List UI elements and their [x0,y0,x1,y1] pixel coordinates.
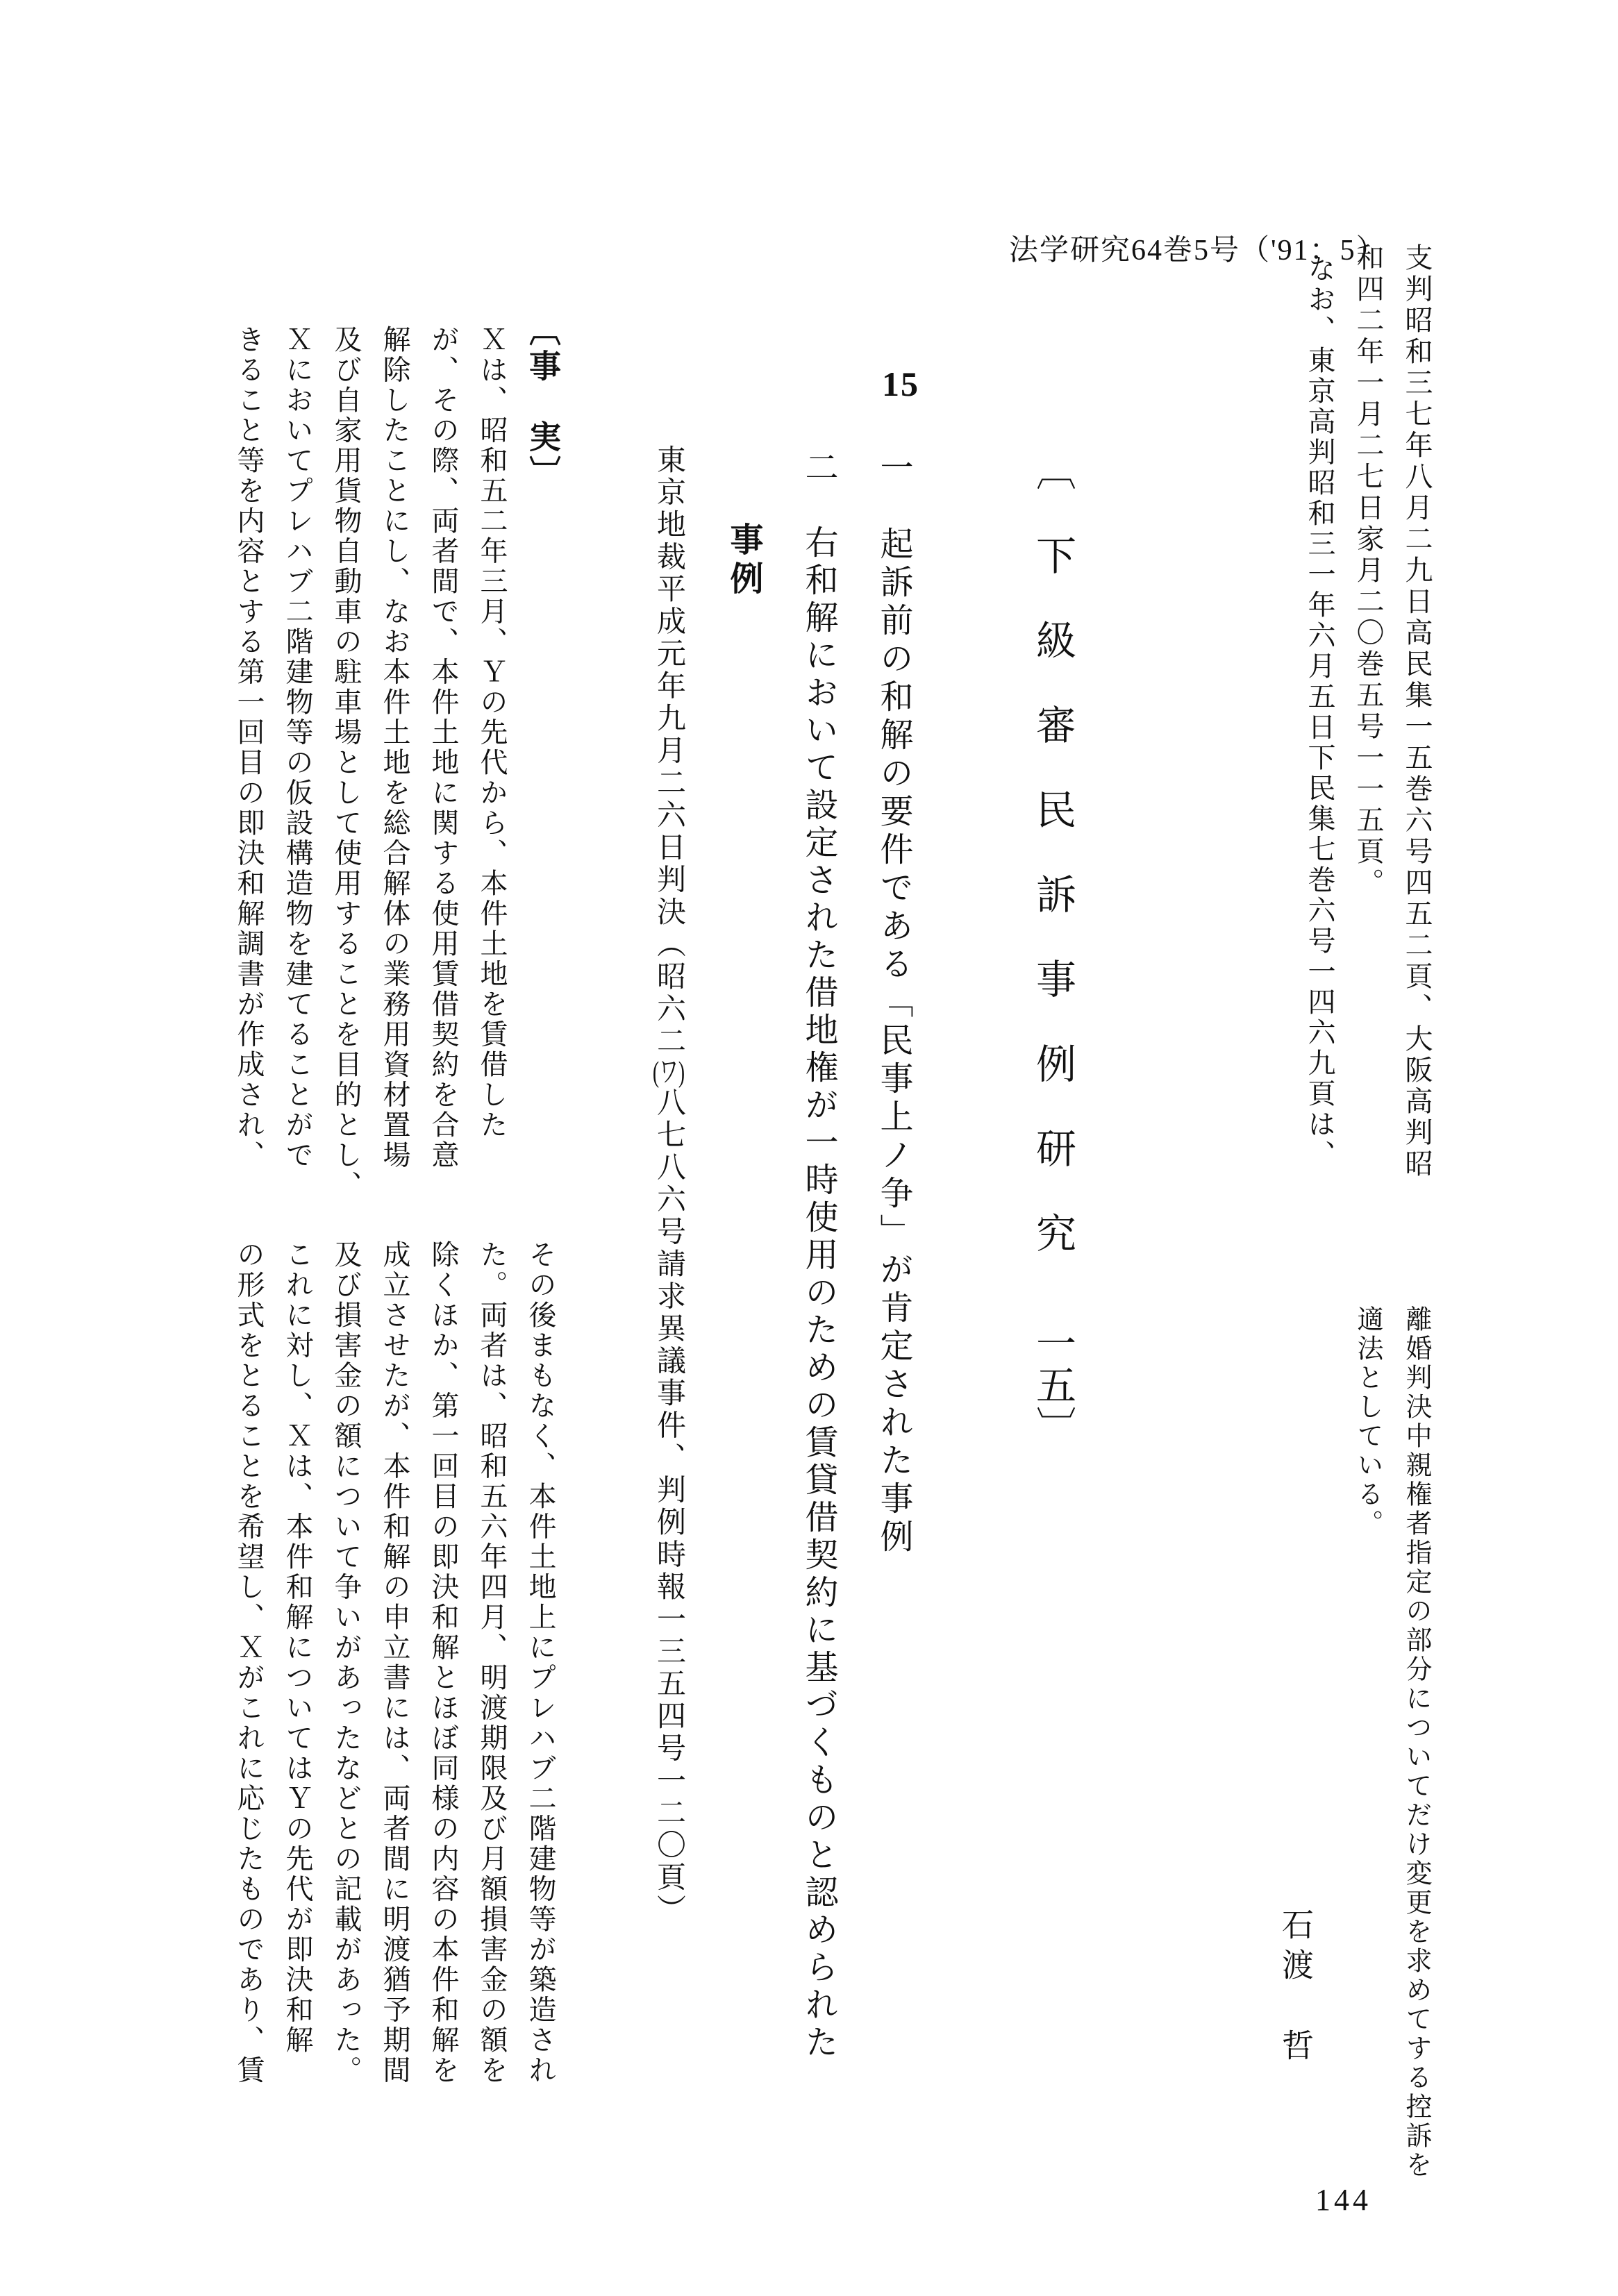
facts-text-column: 及び損害金の額について争いがあったなどとの記載があった。 [331,1240,362,2086]
facts-text-column: 及び自家用貨物自動車の駐車場として使用することを目的とし、 [331,325,362,1201]
facts-text-column: その後まもなく、本件土地上にプレハブ二階建物等が築造され [525,1240,556,2086]
headnote-item-two: 二 右和解において設定された借地権が一時使用のための賃貸借契約に基づくものと認められた [800,450,837,2062]
facts-text-column: きること等を内容とする第一回目の即決和解調書が作成され、 [233,325,265,1171]
facts-text-column: 除くほか、第一回目の即決和解とほぼ同様の内容の本件和解を [428,1240,459,2086]
prev-note-holding-column: 離婚判決中親権者指定の部分についてだけ変更を求めてする控訴を [1401,1305,1431,2180]
series-title-number: 一五〕 [1030,1323,1075,1448]
facts-section-header: 〔事 実〕 [525,314,560,491]
page-number: 144 [1315,2183,1371,2217]
facts-text-column: Ｘは、昭和五二年三月、Ｙの先代から、本件土地を賃借した [476,325,508,1141]
facts-text-column: Ｘにおいてプレハブ二階建物等の仮設構造物を建てることがで [282,325,313,1171]
facts-text-column: 成立させたが、本件和解の申立書には、両者間に明渡猶予期間 [379,1240,410,2086]
prev-note-citation-column: 和四二年一月二七日家月二〇巻五号一一五頁。 [1353,243,1384,899]
author-name: 石渡 哲 [1278,1908,1313,2069]
prev-note-citation-column: なお、東京高判昭和三一年六月五日下民集七巻六号一四六九頁は、 [1304,254,1335,1171]
journal-header: 法学研究64巻5号（'91：5） [1009,235,1387,267]
court-judgment-line [654,444,683,1927]
facts-text-column: た。両者は、昭和五六年四月、明渡期限及び月額損害金の額を [476,1240,508,2086]
court-judgment-text: 東京地裁平成元年九月二六日判決（昭六二 [653,444,685,1058]
case-number: 15 [882,364,919,403]
court-judgment-text: 八七八六号請求異議事件、判例時報一三五四号一二〇頁） [653,1087,685,1927]
headnote-item-one: 一 起訴前の和解の要件である「民事上ノ争」が肯定された事例 [875,450,912,1557]
headnote-subtitle: 事例 [725,522,762,600]
case-record-mark: (ワ) [652,1057,685,1087]
series-title: 〔下級審民訴事例研究 [1030,450,1075,1297]
facts-text-column: が、その際、両者間で、本件土地に関する使用賃借契約を合意 [428,325,459,1171]
facts-text-column: これに対し、Ｘは、本件和解についてはＹの先代が即決和解 [282,1240,313,2056]
facts-text-column: の形式をとることを希望し、Ｘがこれに応じたものであり、賃 [233,1240,265,2086]
facts-text-column: 解除したことにし、なお本件土地を総合解体の業務用資材置場 [379,325,410,1171]
prev-note-holding-column: 適法としている。 [1353,1305,1382,1539]
prev-note-citation-column: 支判昭和三七年八月二九日高民集一五巻六号四五二頁、大阪高判昭 [1401,243,1433,1180]
